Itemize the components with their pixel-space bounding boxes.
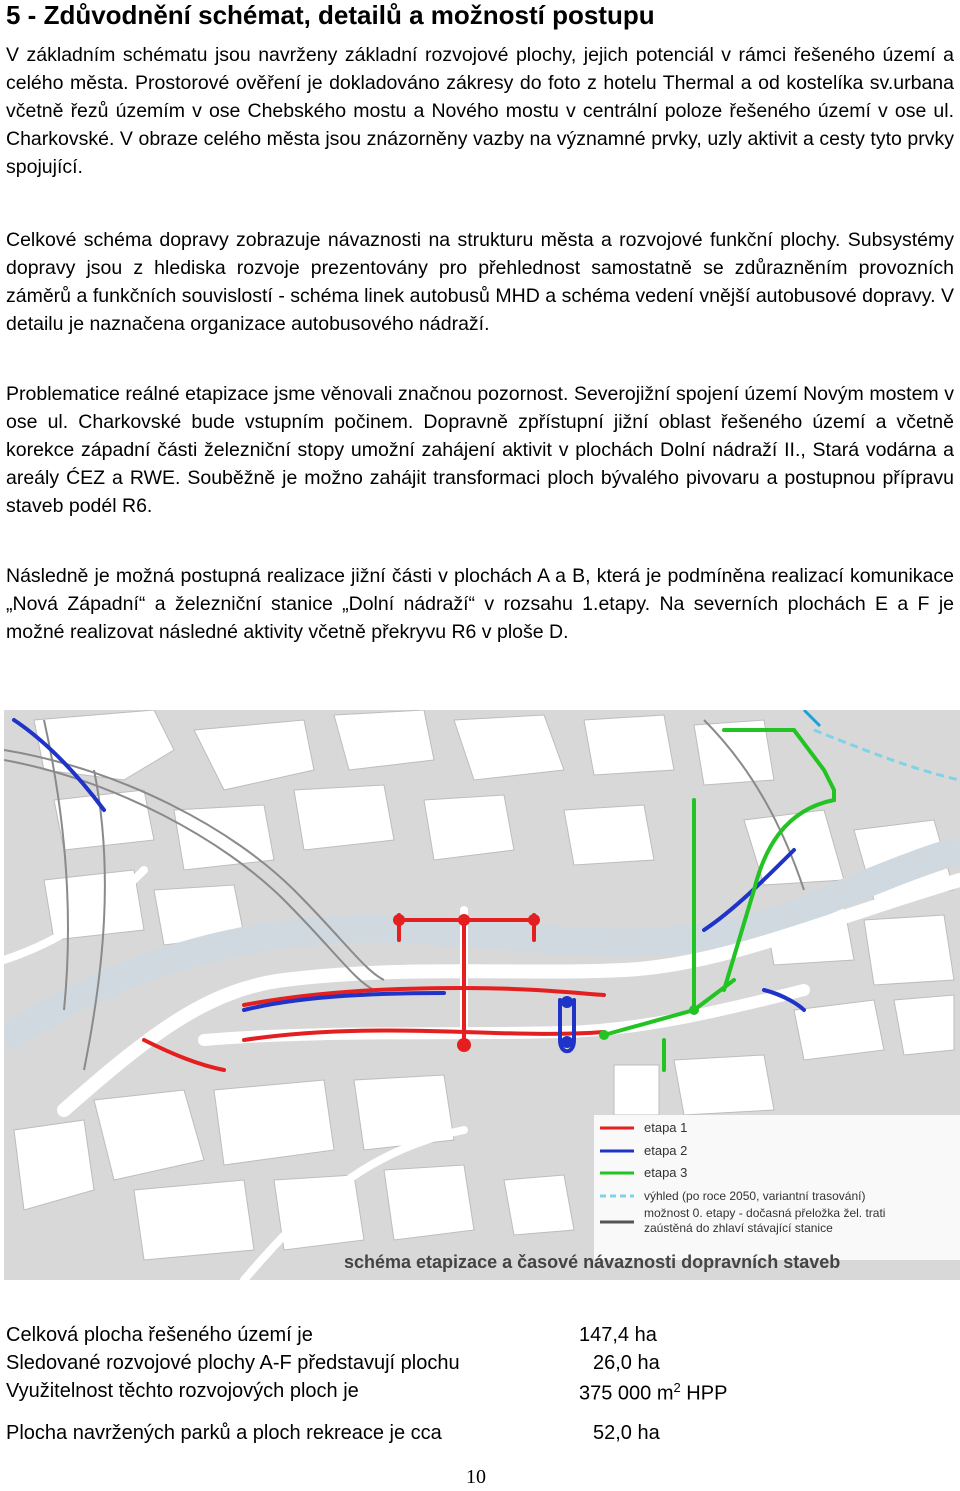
legend-label-etapa-1: etapa 1 <box>644 1120 688 1135</box>
block <box>384 1165 474 1240</box>
block <box>294 785 394 850</box>
traffic-staging-map <box>4 710 960 1280</box>
paragraph-3: Problematice reálné etapizace jsme věnovali značnou pozornost. Severojižní spojení území Novým mostem v ose ul. Charkovské bude vstupním počinem. Dopravně zpřístupní jižní oblast řešeného území a včetně korekce západní části železniční stopy umožní zahájení aktivit v plochách Dolní nádraží II., Stará vodárna a areály ĆEZ a RWE. Souběžně je možno zahájit transformaci ploch bývalého pivovaru a postupnou přípravu staveb podél R6. <box>6 383 954 517</box>
stat-label: Plocha navržených parků a ploch rekreace je cca <box>6 1422 442 1444</box>
block <box>334 710 434 770</box>
block <box>794 1000 884 1060</box>
paragraph-2: Celkové schéma dopravy zobrazuje návaznosti na strukturu města a rozvojové funkční plochy. Subsystémy dopravy jsou z hlediska rozvoje prezentovány pro přehlednost samostatně se zdůrazněním provozních záměrů a funkčních souvislostí - schéma linek autobusů MHD a schéma vedení vnější autobusové dopravy. V detailu je naznačena organizace autobusového nádraží. <box>6 229 954 335</box>
block <box>274 1175 364 1250</box>
block <box>134 1180 254 1260</box>
stat-value: 147,4 ha <box>579 1324 657 1346</box>
legend-label-etapa-2: etapa 2 <box>644 1143 688 1158</box>
legend-label-etapa-3: etapa 3 <box>644 1165 688 1180</box>
legend-label-option-0-line-1: možnost 0. etapy - dočasná přeložka žel. trati <box>644 1206 886 1220</box>
block <box>614 1065 659 1115</box>
stat-value: 375 000 m <box>579 1382 674 1405</box>
stat-suffix: HPP <box>680 1382 728 1405</box>
block <box>214 1080 334 1165</box>
stat-value: 26,0 ha <box>593 1352 660 1374</box>
stat-label: Celková plocha řešeného území je <box>6 1324 313 1346</box>
legend-label-vyhled: výhled (po roce 2050, variantní trasování) <box>644 1189 866 1203</box>
stat-value: 52,0 ha <box>593 1422 660 1444</box>
stat-label: Sledované rozvojové plochy A-F představují plochu <box>6 1352 460 1374</box>
block <box>864 915 954 985</box>
stat-superscript: 2 <box>673 1380 681 1395</box>
block <box>424 795 514 860</box>
stat-value-group <box>579 1380 727 1406</box>
paragraph-4: Následně je možná postupná realizace jižní části v plochách A a B, která je podmíněna realizací komunikace „Nová Západní“ a železniční stanice „Dolní nádraží“ v rozsahu 1.etapy. Na severních plochách E a F je možné realizovat následné aktivity včetně překryvu R6 v ploše D. <box>6 565 954 643</box>
stat-label: Využitelnost těchto rozvojových ploch je <box>6 1380 359 1402</box>
block <box>564 805 654 865</box>
block <box>504 1175 574 1235</box>
legend-label-option-0-line-2: zaústěná do zhlaví stávající stanice <box>644 1221 833 1235</box>
map-title: schéma etapizace a časové návaznosti dopravních staveb <box>344 1252 841 1272</box>
page-title: 5 - Zdůvodnění schémat, detailů a možností postupu <box>6 0 655 30</box>
page-number: 10 <box>466 1466 486 1488</box>
block <box>454 715 564 780</box>
block <box>674 1055 774 1115</box>
block <box>894 995 954 1055</box>
paragraph-1: V základním schématu jsou navrženy základní rozvojové plochy, jejich potenciál v rámci řešeného území a celého města. Prostorové ověření je dokladováno zákresy do foto z hotelu Thermal a od kostelíka sv.urbana včetně řezů územím v ose Chebského mostu a Nového mostu v centrální poloze řešeného území v ose ul. Charkovské. V obraze celého města jsou znázorněny vazby na významné prvky, uzly aktivit a cesty tyto prvky spojující. <box>6 44 954 178</box>
block <box>584 715 674 775</box>
map-legend <box>594 1115 960 1260</box>
